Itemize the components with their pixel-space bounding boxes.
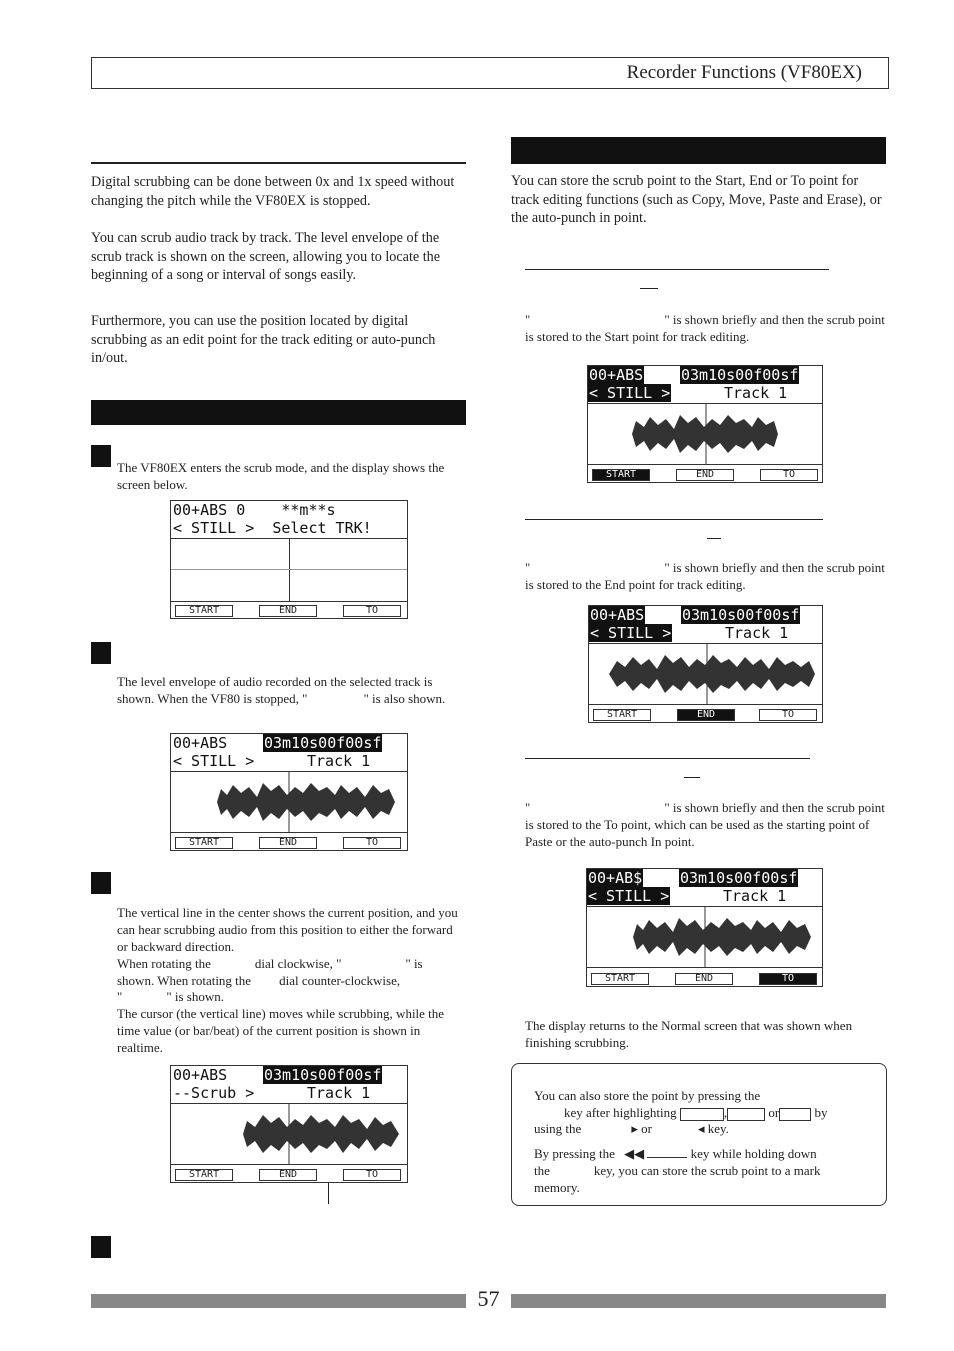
softkey-start: START — [593, 709, 651, 721]
softkey-end: END — [677, 709, 735, 721]
softkey-to: TO — [343, 837, 401, 849]
lcd-line-1a: 00+ABS — [173, 1066, 228, 1084]
softkey-to: TO — [759, 709, 817, 721]
step-3-marker — [91, 872, 111, 894]
lcd-line-2b: Track 1 — [307, 1084, 371, 1102]
note-line-3a: using the — [534, 1121, 582, 1136]
lcd-envelope-area — [171, 538, 407, 602]
lcd-select-track — [170, 500, 408, 619]
lcd-waveform — [171, 1103, 407, 1165]
softkey-start: START — [175, 1169, 233, 1181]
softkey-end: END — [259, 837, 317, 849]
to-text-b: " is shown briefly and then the scrub point is stored to the To point, which can be used as the starting point of Paste or the auto-punch In point. — [525, 800, 885, 849]
subsection-rule-start — [525, 269, 829, 270]
note-line-3c: key. — [707, 1121, 729, 1136]
lcd-line-1b: 03m10s00f00sf — [264, 734, 382, 752]
lcd-waveform — [589, 643, 822, 705]
softkey-start: START — [592, 469, 650, 481]
softkey-to: TO — [343, 1169, 401, 1181]
note-line-2b: or — [768, 1105, 780, 1120]
step-1-text: The VF80EX enters the scrub mode, and the display shows the screen below. — [117, 460, 445, 492]
softkey-to: TO — [759, 973, 817, 985]
note-line-4b: key while holding down — [690, 1146, 817, 1161]
lcd-scrub-still — [170, 733, 408, 851]
step-2-text — [117, 673, 466, 707]
lcd-waveform — [587, 906, 822, 968]
end-text — [525, 559, 886, 593]
lcd-line-1a: 00+ABS — [173, 734, 228, 752]
step-3-text-i: The cursor (the vertical line) moves while scrubbing, while the time value (or bar/beat) of the current position is shown in realtime. — [117, 1006, 445, 1055]
note-line-1: You can also store the point by pressing the — [534, 1088, 761, 1103]
lcd-line-1: 00+ABS 0 **m**s — [173, 501, 354, 519]
underline-mark — [640, 288, 658, 289]
step-1-marker — [91, 445, 111, 467]
rewind-icon: ◀◀ — [624, 1146, 645, 1161]
note-line-3 — [534, 1120, 874, 1137]
start-text-b: " is shown briefly and then the scrub point is stored to the Start point for track editing. — [525, 312, 885, 344]
header-box — [91, 57, 889, 89]
step-3-text-line-b — [117, 955, 466, 972]
step-3-text-a: The vertical line in the center shows the current position, and you can hear scrubbing audio from this position to either the forward or backward direction. — [117, 905, 458, 954]
step-3-text-b: When rotating the — [117, 956, 211, 971]
note-line-5a: the — [534, 1163, 550, 1178]
lcd-line-2a: < STILL > — [590, 624, 672, 642]
section-heading-bar-right — [511, 137, 886, 164]
underline-mark — [707, 538, 721, 539]
page-number: 57 — [477, 1286, 500, 1311]
note-line-2: key after highlighting , or by — [564, 1105, 828, 1120]
intro-paragraph-3: Furthermore, you can use the position located by digital scrubbing as an edit point for the track editing or auto-punch in/out. — [91, 313, 436, 366]
lcd-line-2b: Track 1 — [723, 887, 787, 905]
key-box-to — [779, 1108, 811, 1121]
note-line-4a: By pressing the — [534, 1146, 615, 1161]
section-heading-bar — [91, 400, 466, 425]
lcd-line-2: < STILL > Select TRK! — [173, 519, 372, 537]
step-3-text-c: dial clockwise, " — [254, 956, 342, 971]
softkey-start: START — [175, 837, 233, 849]
note-line-2c: by — [814, 1105, 828, 1120]
underline-mark — [684, 777, 700, 778]
note-line-2a: key after highlighting — [564, 1105, 677, 1120]
note-line-5b: key, you can store the scrub point to a mark — [593, 1163, 821, 1178]
end-text-a: " — [525, 560, 531, 575]
note-line-6: memory. — [534, 1180, 580, 1195]
intro-paragraph-1: Digital scrubbing can be done between 0x and 1x speed without changing the pitch while the VF80EX is stopped. — [91, 174, 455, 209]
to-text — [525, 799, 886, 850]
footer-bar-left — [91, 1294, 466, 1308]
softkey-start: START — [175, 605, 233, 617]
step-3-text-f: dial counter-clockwise, — [279, 973, 401, 988]
lcd-line-2b: Track 1 — [724, 384, 788, 402]
lcd-line-2b: Track 1 — [725, 624, 789, 642]
softkey-end: END — [675, 973, 733, 985]
step-2-text-b: " is also shown. — [363, 691, 446, 706]
lcd-waveform — [588, 403, 822, 465]
lcd-line-1a: 00+AB$ — [588, 869, 643, 887]
note-box — [511, 1063, 887, 1206]
lcd-line-1a: 00+ABS — [589, 366, 644, 384]
softkey-start: START — [591, 973, 649, 985]
note-line-4 — [534, 1145, 879, 1162]
step-3-text-g: " — [117, 989, 123, 1004]
softkey-to: TO — [760, 469, 818, 481]
lcd-line-2a: < STILL > — [173, 752, 255, 770]
softkey-to: TO — [343, 605, 401, 617]
step-3-text-line-g — [117, 988, 466, 1005]
key-box-end — [727, 1108, 765, 1121]
lcd-line-1b: 03m10s00f00sf — [680, 869, 798, 887]
lcd-start-stored — [587, 365, 823, 483]
lcd-to-stored — [586, 868, 823, 987]
lcd-line-1b: 03m10s00f00sf — [682, 606, 800, 624]
note-line-5 — [534, 1162, 879, 1179]
to-text-a: " — [525, 800, 531, 815]
step-3-text-d: " is — [405, 956, 423, 971]
left-arrow-icon: ◂ — [697, 1121, 705, 1136]
return-text: The display returns to the Normal screen that was shown when finishing scrubbing. — [525, 1018, 853, 1050]
softkey-end: END — [676, 469, 734, 481]
cursor-callout-line — [328, 1183, 329, 1204]
lcd-line-1b: 03m10s00f00sf — [264, 1066, 382, 1084]
softkey-end: END — [259, 1169, 317, 1181]
right-arrow-icon: ▸ — [631, 1121, 638, 1136]
lcd-line-2b: Track 1 — [307, 752, 371, 770]
step-3-text-h: " is shown. — [166, 989, 224, 1004]
lcd-scrubbing — [170, 1065, 408, 1183]
step-3-text-line-e — [117, 972, 466, 989]
step-2-text-a: The level envelope of audio recorded on the selected track is shown. When the VF80 is stopped, " — [117, 674, 433, 706]
step-3-text-e: shown. When rotating the — [117, 973, 252, 988]
lcd-line-1a: 00+ABS — [590, 606, 645, 624]
lcd-waveform — [171, 771, 407, 833]
right-intro: You can store the scrub point to the Start, End or To point for track editing functions (such as Copy, Move, Paste and Erase), or the auto-punch in point. — [511, 173, 882, 226]
page-header-title: Recorder Functions (VF80EX) — [626, 62, 862, 83]
step-2-marker — [91, 642, 111, 664]
subsection-rule-end — [525, 519, 823, 520]
lcd-line-2a: < STILL > — [589, 384, 671, 402]
lcd-line-2a: < STILL > — [588, 887, 670, 905]
subsection-rule-to — [525, 758, 810, 759]
lcd-line-2a: --Scrub > — [173, 1084, 255, 1102]
softkey-end: END — [259, 605, 317, 617]
lcd-line-1b: 03m10s00f00sf — [681, 366, 799, 384]
section-rule — [91, 162, 466, 164]
step-4-marker — [91, 1236, 111, 1258]
end-text-b: " is shown briefly and then the scrub point is stored to the End point for track editing. — [525, 560, 885, 592]
key-box-start — [680, 1108, 724, 1121]
lcd-end-stored — [588, 605, 823, 723]
key-underline — [647, 1147, 687, 1158]
start-text — [525, 311, 886, 345]
start-text-a: " — [525, 312, 531, 327]
note-line-3b: or — [641, 1121, 652, 1136]
footer-bar-right — [511, 1294, 886, 1308]
intro-paragraph-2: You can scrub audio track by track. The level envelope of the scrub track is shown on the screen, allowing you to locate the beginning of a song or interval of songs easily. — [91, 230, 441, 283]
